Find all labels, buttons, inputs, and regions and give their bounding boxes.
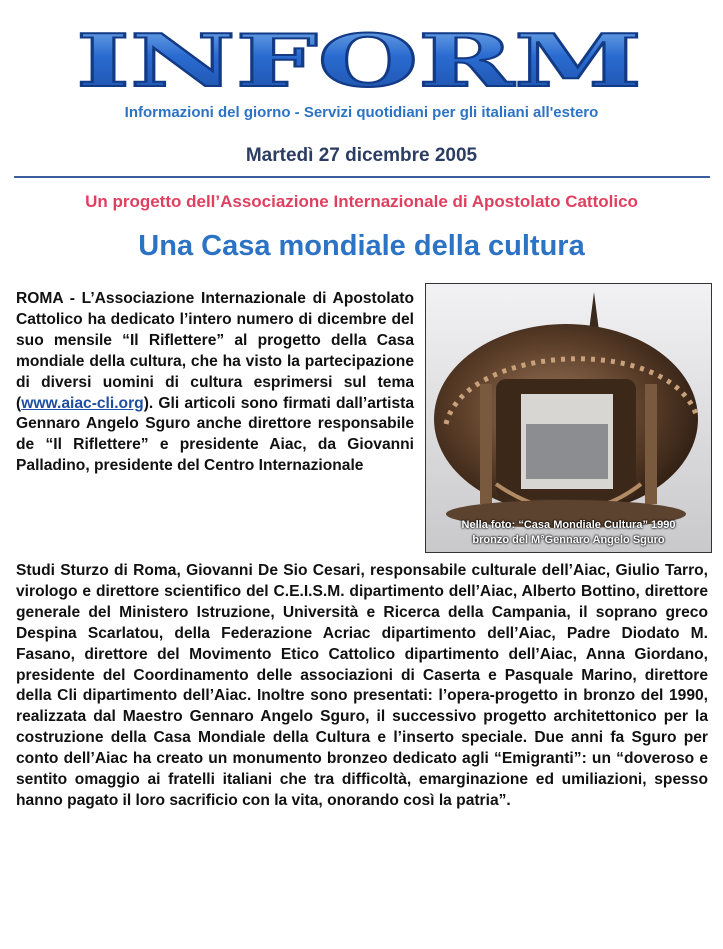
article-headline: Una Casa mondiale della cultura: [138, 230, 585, 262]
project-line: Un progetto dell’Associazione Internazionale di Apostolato Cattolico: [85, 192, 638, 211]
sculpture-photo: [425, 283, 712, 553]
photo-caption-line2: bronzo del M°Gennaro Angelo Sguro: [472, 534, 665, 546]
masthead-subtitle: Informazioni del giorno - Servizi quotidiani per gli italiani all'estero: [124, 104, 599, 121]
issue-date: Martedì 27 dicembre 2005: [245, 145, 478, 166]
article-paragraph-1: [16, 289, 414, 477]
dateline: ROMA: [16, 290, 64, 307]
masthead-logo: [72, 26, 646, 96]
paragraph-1-text-b: ). Gli articoli sono firmati dall’artista Gennaro Angelo Sguro anche direttore responsabile de “Il Riflettere” e presidente Aiac, da Giovanni Palladino, presidente del Centro Internazionale: [16, 394, 414, 475]
photo-caption: [432, 518, 705, 548]
divider: [14, 176, 710, 178]
aiac-website-link[interactable]: www.aiac-cli.org: [21, 394, 144, 412]
photo-caption-line1: Nella foto: “Casa Mondiale Cultura” 1990: [461, 519, 676, 531]
sculpture-illustration: [426, 284, 711, 552]
masthead-logo-text: INFORM: [76, 26, 642, 96]
article-paragraph-2: Studi Sturzo di Roma, Giovanni De Sio Cesari, responsabile culturale dell’Aiac, Giulio Tarro, virologo e direttore scientifico del C.E.I.S.M. dipartimento dell’Aiac, Alberto Bottino, direttore generale del Ministero Istruzione, Università e Ricerca della Campania, il soprano greco Despina Scarlatou, della Federazione Acriac dipartimento dell’Aiac, Padre Diodato M. Fasano, direttore del Movimento Etico Cattolico dipartimento dell’Aiac, Anna Giordano, presidente del Coordinamento delle associazioni di Caserta e Pasquale Marino, direttore della Cli dipartimento dell’Aiac. Inoltre sono presentati: l’opera-progetto in bronzo del 1990, realizzata dal Maestro Gennaro Angelo Sguro, il successivo progetto architettonico per la costruzione della Casa Mondiale della Cultura e l’inserto speciale. Due anni fa Sguro per conto dell’Aiac ha creato un monumento bronzeo dedicato agli “Emigranti”: un “doveroso e sentito omaggio ai fratelli italiani che tra difficoltà, emarginazione ed umiliazioni, spesso hanno pagato il loro sacrificio con la vita, onorando così la patria”.: [16, 562, 708, 809]
paragraph-1-text-a: - L’Associazione Internazionale di Apostolato Cattolico ha dedicato l’intero numero di dicembre del suo mensile “Il Riflettere” al progetto della Casa mondiale della cultura, che ha visto la partecipazione di diversi uomini di cultura esprimersi sul tema (: [16, 290, 414, 412]
